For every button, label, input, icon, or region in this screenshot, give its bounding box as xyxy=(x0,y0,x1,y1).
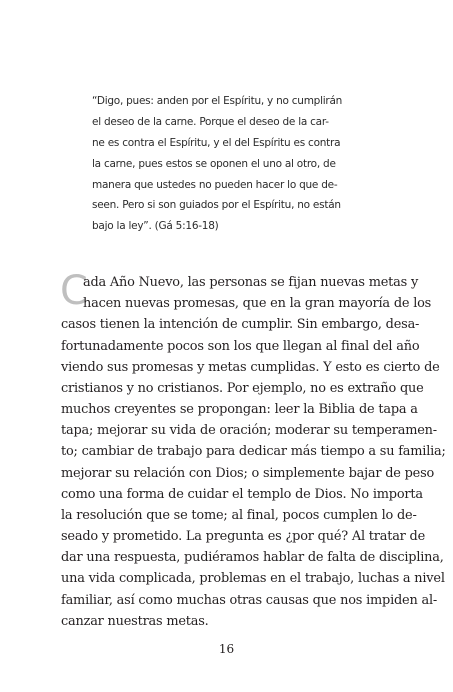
paragraph-line: como una forma de cuidar el templo de Dios. No importa xyxy=(61,486,423,502)
quote-line: ne es contra el Espíritu, y el del Espíritu es contra xyxy=(92,136,341,149)
quote-line: la carne, pues estos se oponen el uno al otro, de xyxy=(92,157,336,170)
paragraph-line: muchos creyentes se propongan: leer la Biblia de tapa a xyxy=(61,402,418,418)
paragraph-line: seado y prometido. La pregunta es ¿por qué? Al tratar de xyxy=(61,529,426,545)
quote-line: el deseo de la carne. Porque el deseo de la car- xyxy=(92,115,329,128)
paragraph-line: fortunadamente pocos son los que llegan al final del año xyxy=(61,338,420,354)
paragraph-line: canzar nuestras metas. xyxy=(61,613,209,629)
paragraph-line: familiar, así como muchas otras causas que nos impiden al- xyxy=(61,592,438,608)
quote-line: bajo la ley”. (Gá 5:16-18) xyxy=(92,220,219,233)
paragraph-line: tapa; mejorar su vida de oración; moderar su temperamen- xyxy=(61,423,437,439)
quote-line: manera que ustedes no pueden hacer lo que de- xyxy=(92,178,338,191)
paragraph-line: mejorar su relación con Dios; o simplemente bajar de peso xyxy=(61,465,435,481)
body-paragraph xyxy=(60,268,446,632)
paragraph-line: la resolución que se tome; al final, pocos cumplen lo de- xyxy=(61,507,417,523)
quote-line: seen. Pero si son guiados por el Espíritu, no están xyxy=(92,199,341,212)
paragraph-line: una vida complicada, problemas en el trabajo, luchas a nivel xyxy=(61,571,445,587)
epigraph-quote xyxy=(92,91,368,237)
paragraph-line: to; cambiar de trabajo para dedicar más tiempo a su familia; xyxy=(61,444,446,460)
page-number: 16 xyxy=(218,642,235,656)
quote-line: “Digo, pues: anden por el Espíritu, y no cumplirán xyxy=(92,95,343,107)
paragraph-line: casos tienen la intención de cumplir. Sin embargo, desa- xyxy=(61,317,420,333)
paragraph-line: dar una respuesta, pudiéramos hablar de falta de disciplina, xyxy=(61,550,444,566)
paragraph-line: cristianos y no cristianos. Por ejemplo, no es extraño que xyxy=(61,380,424,396)
paragraph-line: hacen nuevas promesas, que en la gran mayoría de los xyxy=(83,296,432,312)
drop-cap: C xyxy=(60,268,88,314)
paragraph-line: ada Año Nuevo, las personas se fijan nuevas metas y xyxy=(83,275,419,290)
paragraph-line: viendo sus promesas y metas cumplidas. Y esto es cierto de xyxy=(61,359,440,375)
